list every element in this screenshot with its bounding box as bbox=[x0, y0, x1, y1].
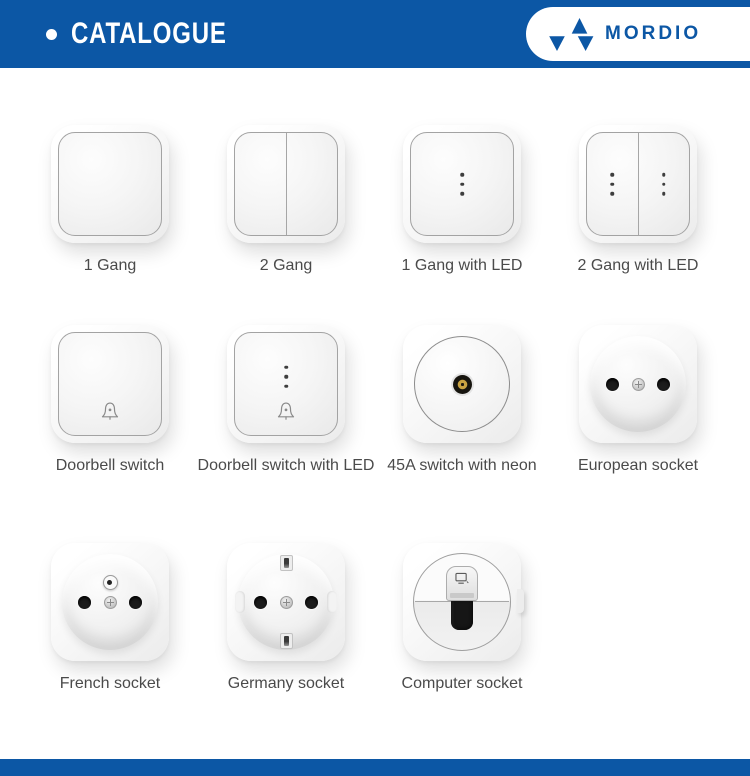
product-label: 1 Gang bbox=[83, 257, 137, 274]
socket-hole bbox=[606, 378, 619, 391]
product-label: 2 Gang with LED bbox=[577, 257, 699, 274]
socket-hole bbox=[129, 596, 142, 609]
product-label: Doorbell switch with LED bbox=[197, 457, 375, 474]
neon-indicator-icon bbox=[453, 375, 472, 394]
bell-icon bbox=[99, 400, 121, 423]
socket-recess bbox=[62, 554, 158, 650]
product-card bbox=[22, 325, 198, 475]
45a-switch-neon-image bbox=[403, 325, 521, 443]
switch-1-gang-led-image bbox=[403, 125, 521, 243]
header-bar bbox=[0, 0, 750, 68]
footer-bar bbox=[0, 759, 750, 776]
socket-hole bbox=[657, 378, 670, 391]
doorbell-switch-image bbox=[51, 325, 169, 443]
led-dots-icon bbox=[610, 173, 614, 196]
product-label: French socket bbox=[59, 675, 161, 692]
product-card bbox=[22, 125, 198, 275]
monitor-icon bbox=[454, 572, 470, 585]
computer-socket-image bbox=[403, 543, 521, 661]
page-title bbox=[46, 17, 266, 51]
product-card bbox=[22, 543, 198, 693]
screw-icon bbox=[104, 596, 117, 609]
switch-2-gang-led-image bbox=[579, 125, 697, 243]
earth-clip-icon bbox=[280, 555, 293, 571]
product-label: European socket bbox=[577, 457, 699, 474]
switch-2-gang-image bbox=[227, 125, 345, 243]
socket-hole bbox=[305, 596, 318, 609]
led-dots-icon bbox=[284, 366, 288, 389]
brand-name: MORDIO bbox=[605, 23, 702, 44]
product-label: 2 Gang bbox=[259, 257, 313, 274]
earth-clip-icon bbox=[280, 633, 293, 649]
rocker bbox=[586, 132, 690, 236]
socket-notch bbox=[235, 591, 245, 613]
product-card bbox=[198, 325, 374, 475]
product-label: 1 Gang with LED bbox=[401, 257, 523, 274]
product-label: Computer socket bbox=[401, 675, 523, 692]
screw-icon bbox=[280, 596, 293, 609]
product-card bbox=[550, 325, 726, 475]
rocker-divider bbox=[286, 133, 287, 235]
product-label: Doorbell switch bbox=[55, 457, 165, 474]
product-row-2 bbox=[0, 325, 750, 475]
rj45-port bbox=[451, 599, 473, 630]
brand-logo bbox=[526, 7, 750, 61]
led-dots-icon bbox=[460, 173, 464, 196]
european-socket-image bbox=[579, 325, 697, 443]
product-label: 45A switch with neon bbox=[387, 457, 537, 474]
product-label: Germany socket bbox=[227, 675, 345, 692]
bullet-icon bbox=[46, 29, 57, 40]
side-tab bbox=[517, 589, 524, 613]
page-title-text: CATALOGUE bbox=[71, 17, 227, 50]
mordio-logo-mark-icon bbox=[544, 17, 596, 52]
socket-recess bbox=[238, 554, 334, 650]
germany-socket-image bbox=[227, 543, 345, 661]
product-card bbox=[198, 543, 374, 693]
product-card bbox=[374, 125, 550, 275]
switch-1-gang-image bbox=[51, 125, 169, 243]
rocker-divider bbox=[638, 133, 639, 235]
socket-hole bbox=[254, 596, 267, 609]
product-row-3 bbox=[0, 543, 750, 693]
earth-pin-icon bbox=[103, 575, 118, 590]
bell-icon bbox=[275, 400, 297, 423]
rocker bbox=[234, 132, 338, 236]
port-flap bbox=[446, 566, 478, 601]
doorbell-switch-led-image bbox=[227, 325, 345, 443]
product-card bbox=[550, 125, 726, 275]
socket-hole bbox=[78, 596, 91, 609]
product-row-1 bbox=[0, 125, 750, 275]
led-dots-icon bbox=[662, 173, 666, 196]
product-card bbox=[198, 125, 374, 275]
socket-notch bbox=[327, 591, 337, 613]
screw-icon bbox=[632, 378, 645, 391]
rocker bbox=[58, 132, 162, 236]
french-socket-image bbox=[51, 543, 169, 661]
product-card bbox=[374, 543, 550, 693]
socket-recess bbox=[590, 336, 686, 432]
product-card bbox=[374, 325, 550, 475]
